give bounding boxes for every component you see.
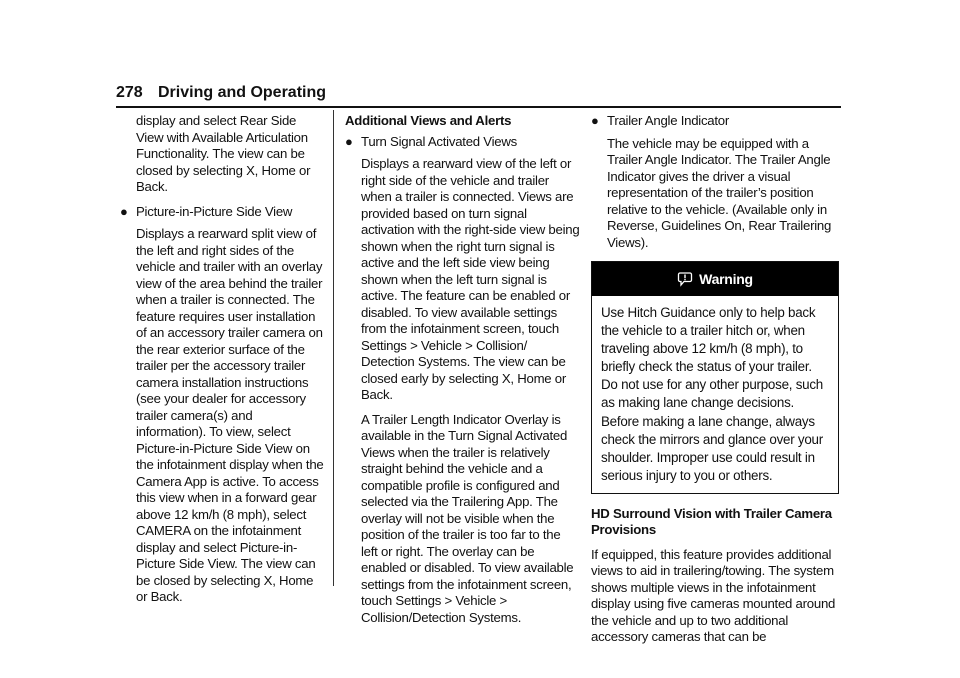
bullet-body: Displays a rearward view of the left or right side of the vehicle and trailer when a trailer is connected. Views are provided based on turn signal activation with the right-side view being shown when the right turn signal is active and the left side view being shown when the left turn signal is active. The feature can be enabled or disabled. To view available settings from the infotainment screen, touch Settings > Vehicle > Collision/ Detection Systems. The view can be closed early by selecting X, Home or Back. xyxy=(361,156,580,402)
bullet-dot-icon: ● xyxy=(591,113,599,128)
column-right xyxy=(591,113,839,654)
bullet-body: Displays a rearward split view of the left and right sides of the vehicle and trailer with an overlay view of the area behind the trailer when a trailer is connected. The feature requires user installation of an accessory trailer camera on the rear exterior surface of the trailer per the accessory trailer camera installation instructions (see your dealer for accessory trailer camera(s) and information). To view, select Picture-in-Picture Side View on the infotainment display when the Camera App is active. To access this view when in a forward gear above 12 km/h (8 mph), select CAMERA on the infotainment display and select Picture-in-Picture Side View. The view can be closed by selecting X, Home or Back. xyxy=(136,226,324,604)
section-paragraph: If equipped, this feature provides additional views to aid in trailering/towing. The system shows multiple views in the infotainment display using five cameras mounted around the vehicle and up to two additional accessory cameras that can be xyxy=(591,546,836,645)
section-heading: HD Surround Vision with Trailer Camera Provisions xyxy=(591,505,832,538)
warning-body: Use Hitch Guidance only to help back the vehicle to a trailer hitch or, when traveling above 12 km/h (8 mph), to briefly check the status of your trailer. Do not use for any other purpose, such as making lane change decisions. Before making a lane change, always check the mirrors and glance over your shoulder. Improper use could result in serious injury to you or others. xyxy=(601,305,823,483)
bullet-title: Trailer Angle Indicator xyxy=(607,113,730,128)
column-divider xyxy=(333,110,334,586)
section-heading: Additional Views and Alerts xyxy=(345,113,512,128)
bullet-title: Picture-in-Picture Side View xyxy=(136,203,293,219)
warning-header xyxy=(592,262,838,296)
page-header xyxy=(116,82,841,108)
list-item xyxy=(591,113,839,251)
warning-icon xyxy=(677,271,693,287)
column-middle xyxy=(345,113,580,634)
bullet-dot-icon: ● xyxy=(120,203,128,219)
bullet-dot-icon: ● xyxy=(345,133,353,149)
section-title: Driving and Operating xyxy=(158,84,327,101)
warning-box xyxy=(591,261,839,494)
bullet-title: Turn Signal Activated Views xyxy=(361,133,517,149)
continued-paragraph: display and select Rear Side View with Available Articulation Functionality. The view can be closed by selecting X, Home or Back. xyxy=(136,113,311,194)
list-item xyxy=(345,134,580,627)
bullet-body: The vehicle may be equipped with a Trailer Angle Indicator. The Trailer Angle Indicator gives the driver a visual representation of the trailer’s position relative to the vehicle. (Available only in Reverse, Guidelines On, Rear Trailering Views). xyxy=(607,135,832,250)
warning-title: Warning xyxy=(699,270,753,287)
bullet-body-2: A Trailer Length Indicator Overlay is available in the Turn Signal Activated Views when the trailer is relatively straight behind the vehicle and a compatible profile is configured and selected via the Trailering App. The overlay will not be visible when the position of the trailer is too far to the left or right. The overlay can be enabled or disabled. To view available settings from the infotainment screen, touch Settings > Vehicle > Collision/Detection Systems. xyxy=(361,411,574,625)
list-item xyxy=(120,203,324,606)
column-left xyxy=(120,113,324,614)
page-number: 278 xyxy=(116,84,143,101)
